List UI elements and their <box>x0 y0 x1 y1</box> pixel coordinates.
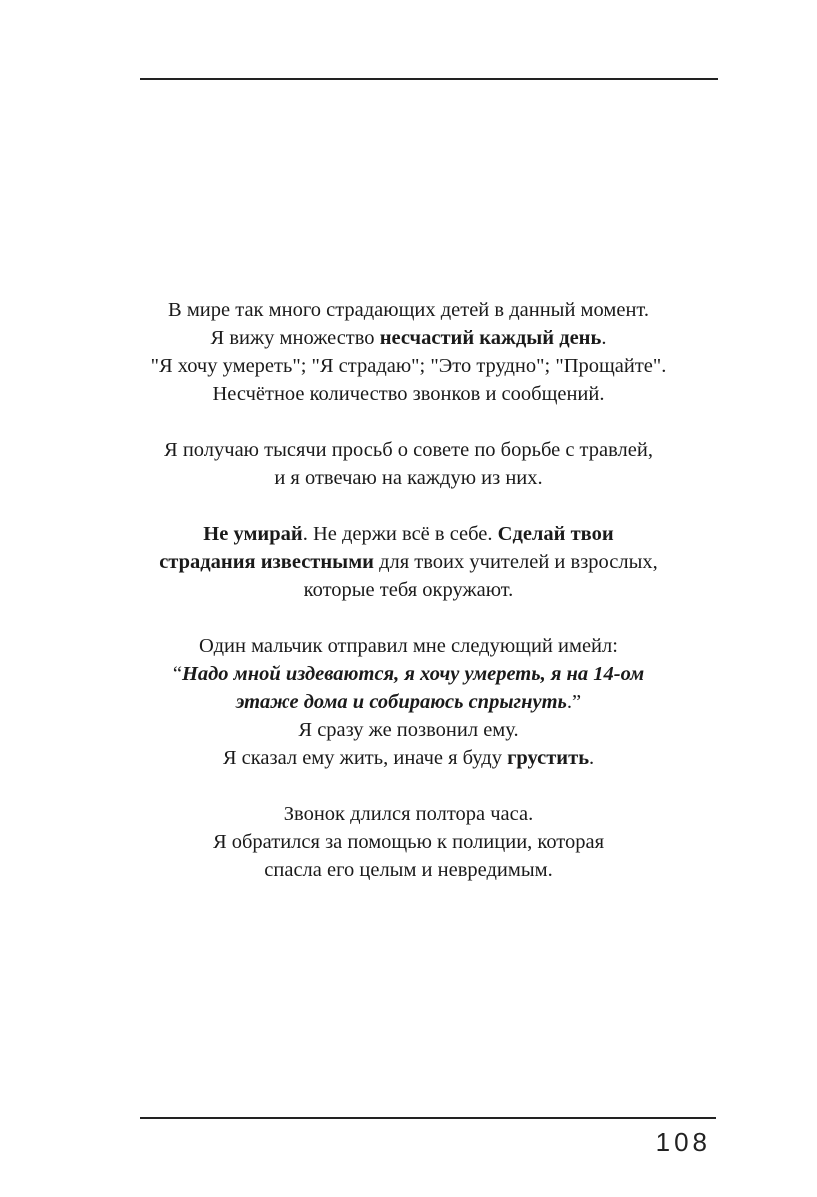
page-body <box>60 296 757 912</box>
bold-text-run: Сделай твои <box>497 523 614 545</box>
paragraph-2 <box>60 436 757 492</box>
text-run: . <box>589 747 595 769</box>
bold-italic-quote-run: Надо мной издеваются, я хочу умереть, я на 14-ом <box>181 663 645 685</box>
text-line <box>60 324 757 352</box>
paragraph-1 <box>60 296 757 408</box>
text-line <box>60 436 757 464</box>
text-line <box>60 352 757 380</box>
text-line <box>60 548 757 576</box>
text-line <box>60 520 757 548</box>
text-run: Я сразу же позвонил ему. <box>298 719 519 741</box>
bold-text-run: Не умирай <box>203 523 303 545</box>
text-line <box>60 828 757 856</box>
text-run: .” <box>566 691 582 713</box>
text-line <box>60 688 757 716</box>
text-run: Звонок длился полтора часа. <box>283 803 534 825</box>
top-rule <box>140 78 718 80</box>
paragraph-5 <box>60 800 757 884</box>
text-line <box>60 744 757 772</box>
text-line <box>60 856 757 884</box>
bold-italic-quote-run: этаже дома и собираюсь спрыгнуть <box>235 691 567 713</box>
bold-text-run: несчастий каждый день <box>379 327 602 349</box>
paragraph-3 <box>60 520 757 604</box>
text-run: Я обратился за помощью к полиции, которая <box>212 831 605 853</box>
page-number: 108 <box>655 1127 711 1157</box>
text-run: Я вижу множество <box>210 327 380 349</box>
text-line <box>60 296 757 324</box>
text-line <box>60 800 757 828</box>
text-run: и я отвечаю на каждую из них. <box>274 467 543 489</box>
text-line <box>60 576 757 604</box>
text-run: спасла его целым и невредимым. <box>264 859 553 881</box>
text-run: . <box>601 327 607 349</box>
text-run: В мире так много страдающих детей в данный момент. <box>168 299 649 321</box>
text-run: Я сказал ему жить, иначе я буду <box>222 747 508 769</box>
bold-text-run: грустить <box>507 747 590 769</box>
text-run: Я получаю тысячи просьб о совете по борьбе с травлей, <box>164 439 653 461</box>
text-line <box>60 632 757 660</box>
text-run: Несчётное количество звонков и сообщений. <box>212 383 605 405</box>
text-run: Один мальчик отправил мне следующий имейл: <box>199 635 618 657</box>
text-run: . Не держи всё в себе. <box>302 523 498 545</box>
text-line <box>60 660 757 688</box>
text-run: которые тебя окружают. <box>303 579 514 601</box>
bottom-rule <box>140 1117 716 1119</box>
bold-text-run: страдания известными <box>159 551 374 573</box>
text-line <box>60 716 757 744</box>
paragraph-4 <box>60 632 757 772</box>
text-line <box>60 380 757 408</box>
text-run: для твоих учителей и взрослых, <box>373 551 658 573</box>
text-line <box>60 464 757 492</box>
text-run: "Я хочу умереть"; "Я страдаю"; "Это трудно"; "Прощайте". <box>150 355 667 377</box>
text-run: “ <box>172 663 182 685</box>
